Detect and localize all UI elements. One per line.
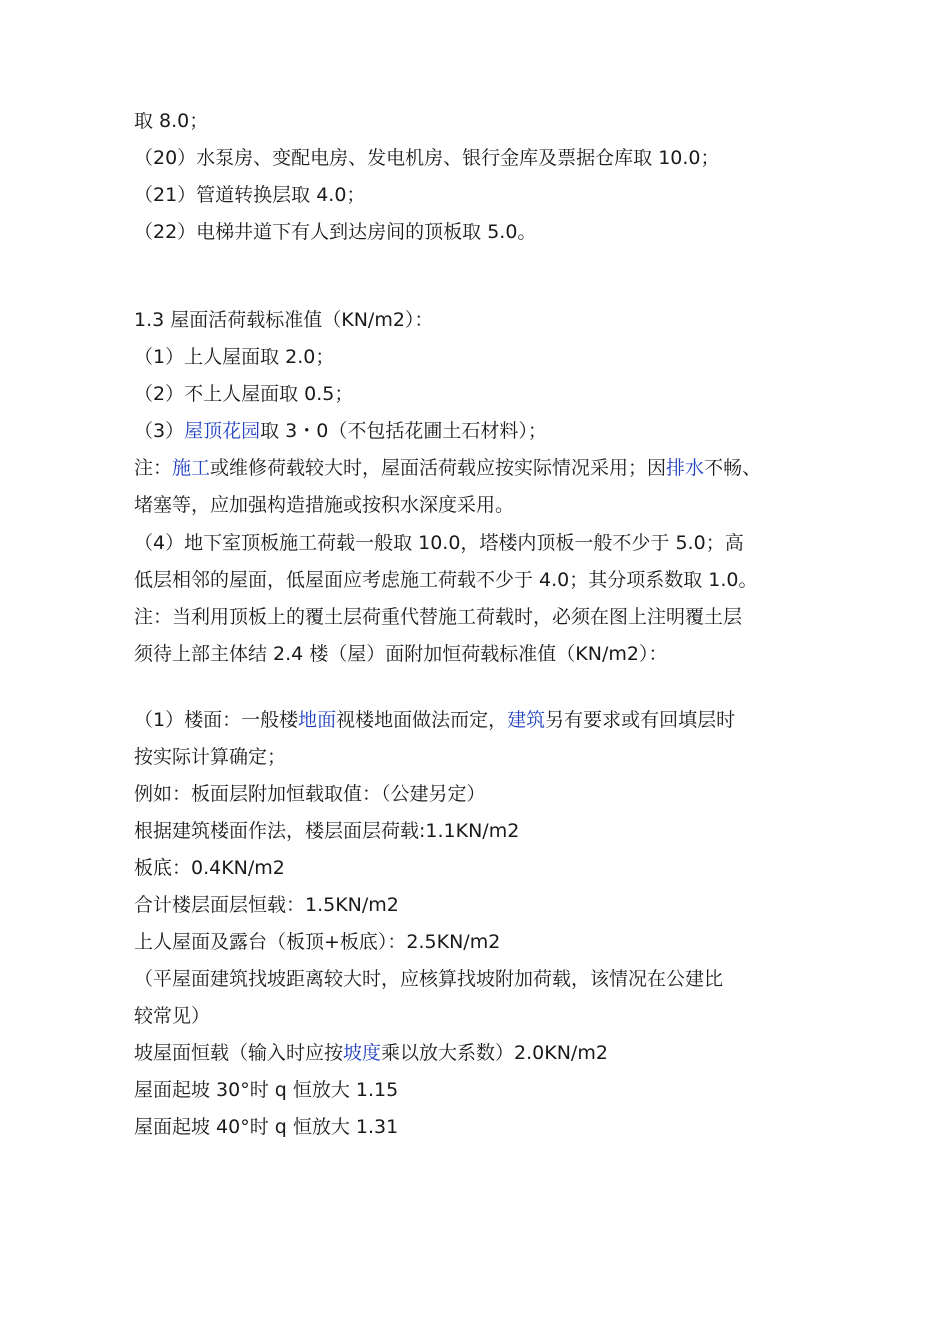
line-text: 不畅、 xyxy=(704,457,762,479)
link-drainage[interactable]: 排水 xyxy=(666,457,705,479)
line-text: 坡屋面恒载（输入时应按 xyxy=(134,1042,344,1064)
line-text: 例如：板面层附加恒载取值：（公建另定） xyxy=(134,783,486,805)
text-line xyxy=(134,530,834,556)
line-text: （2）不上人屋面取 0.5； xyxy=(134,383,354,405)
text-line xyxy=(134,1114,834,1140)
text-line xyxy=(134,492,834,518)
line-text: （1）上人屋面取 2.0； xyxy=(134,346,335,368)
link-architecture[interactable]: 建筑 xyxy=(507,709,546,731)
text-line xyxy=(134,182,834,208)
text-line xyxy=(134,145,834,171)
line-text: 板底：0.4KN/m2 xyxy=(134,857,285,879)
line-text: 另有要求或有回填层时 xyxy=(545,709,736,731)
line-text: 按实际计算确定； xyxy=(134,746,287,768)
line-text: （3） xyxy=(134,420,185,442)
text-line xyxy=(134,1003,834,1029)
line-text: 须待上部主体结 2.4 楼（屋）面附加恒荷载标准值（KN/m2）： xyxy=(134,643,668,665)
line-text: 或维修荷载较大时，屋面活荷载应按实际情况采用；因 xyxy=(210,457,667,479)
line-text: （平屋面建筑找坡距离较大时，应核算找坡附加荷载，该情况在公建比 xyxy=(134,968,724,990)
text-line xyxy=(134,707,834,733)
text-line xyxy=(134,455,834,481)
line-text: （4）地下室顶板施工荷载一般取 10.0，塔楼内顶板一般不少于 5.0；高 xyxy=(134,532,744,554)
text-line xyxy=(134,381,834,407)
line-text: 乘以放大系数）2.0KN/m2 xyxy=(381,1042,608,1064)
line-text: 较常见） xyxy=(134,1005,211,1027)
text-line xyxy=(134,344,834,370)
text-line xyxy=(134,966,834,992)
link-roof-garden[interactable]: 屋顶花园 xyxy=(184,420,261,442)
line-text: （22）电梯井道下有人到达房间的顶板取 5.0。 xyxy=(134,221,537,243)
line-text: 取 8.0； xyxy=(134,110,209,132)
line-text: 上人屋面及露台（板顶+板底）：2.5KN/m2 xyxy=(134,931,501,953)
line-text: 屋面起坡 30°时 q 恒放大 1.15 xyxy=(134,1079,399,1101)
line-text: 合计楼层面层恒载：1.5KN/m2 xyxy=(134,894,399,916)
section-heading xyxy=(134,307,834,333)
text-line xyxy=(134,418,834,444)
text-line xyxy=(134,744,834,770)
line-text: （1）楼面：一般楼 xyxy=(134,709,299,731)
link-ground[interactable]: 地面 xyxy=(298,709,337,731)
text-line xyxy=(134,604,834,630)
line-text: 注： xyxy=(134,457,173,479)
text-line xyxy=(134,855,834,881)
link-slope[interactable]: 坡度 xyxy=(343,1042,382,1064)
line-text: （21）管道转换层取 4.0； xyxy=(134,184,366,206)
text-line xyxy=(134,892,834,918)
line-text: 注：当利用顶板上的覆土层荷重代替施工荷载时，必须在图上注明覆土层 xyxy=(134,606,743,628)
text-line xyxy=(134,929,834,955)
line-text: 堵塞等，应加强构造措施或按积水深度采用。 xyxy=(134,494,515,516)
line-text: 取 3・0（不包括花圃土石材料）； xyxy=(260,420,547,442)
line-text: 根据建筑楼面作法，楼层面层荷载:1.1KN/m2 xyxy=(134,820,520,842)
line-text: 视楼地面做法而定， xyxy=(336,709,508,731)
text-line xyxy=(134,641,834,667)
text-line xyxy=(134,219,834,245)
line-text: 低层相邻的屋面，低屋面应考虑施工荷载不少于 4.0；其分项系数取 1.0。 xyxy=(134,569,758,591)
text-line xyxy=(134,108,834,134)
text-line xyxy=(134,781,834,807)
line-text: 1.3 屋面活荷载标准值（KN/m2）： xyxy=(134,309,434,331)
line-text: （20）水泵房、变配电房、发电机房、银行金库及票据仓库取 10.0； xyxy=(134,147,720,169)
text-line xyxy=(134,818,834,844)
line-text: 屋面起坡 40°时 q 恒放大 1.31 xyxy=(134,1116,399,1138)
text-line xyxy=(134,1040,834,1066)
link-construction[interactable]: 施工 xyxy=(172,457,211,479)
text-line xyxy=(134,1077,834,1103)
text-line xyxy=(134,567,834,593)
